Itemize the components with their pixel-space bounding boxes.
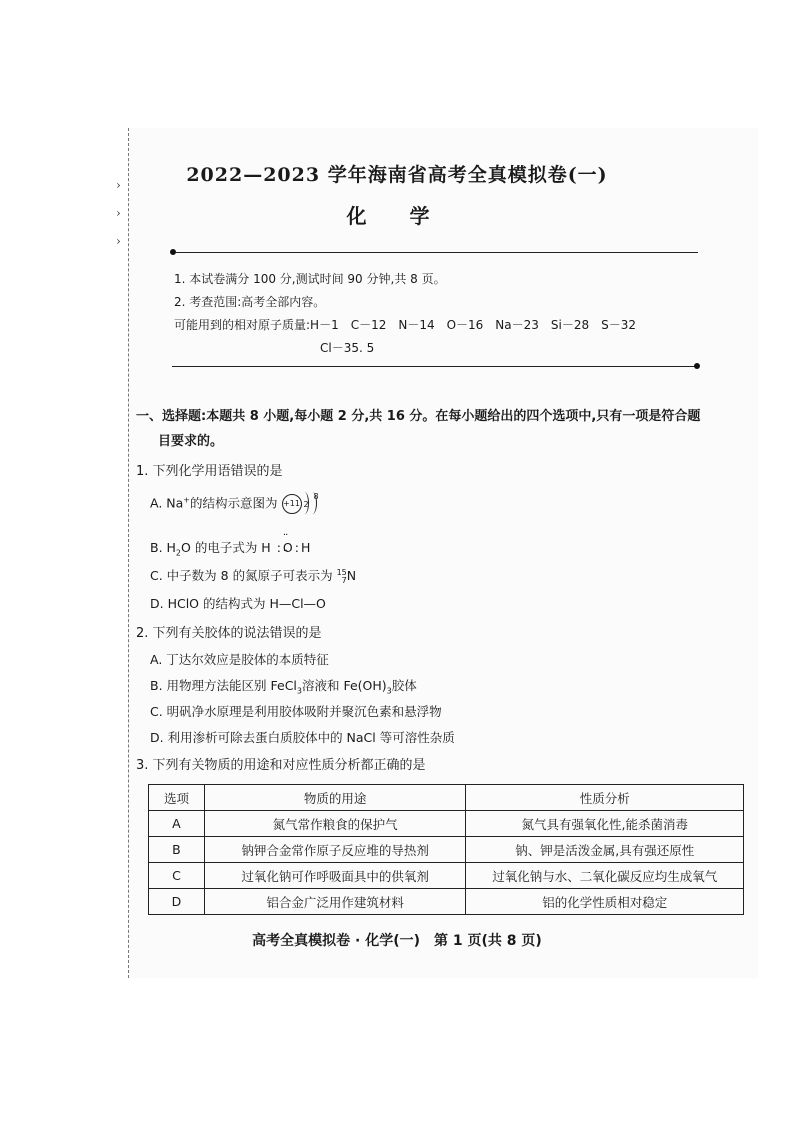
question-3-table [148,784,744,915]
table-cell: A [149,811,205,837]
section-heading-line1: 一、选择题:本题共 8 小题,每小题 2 分,共 16 分。在每小题给出的四个选项中,只有一项是符合题 [136,409,701,424]
question-3-stem: 3. 下列有关物质的用途和对应性质分析都正确的是 [136,758,426,773]
shell-electron-count: 2 [303,500,309,509]
binding-mark: › [116,178,121,192]
nuclide-notation: 15 7 [336,567,347,585]
rule-dot [694,363,700,369]
table-cell: 过氧化钠与水、二氧化碳反应均生成氧气 [466,863,744,889]
note-scope: 2. 考查范围:高考全部内容。 [174,295,326,309]
table-cell: 钠、钾是活泼金属,具有强还原性 [466,837,744,863]
shell-electron-count: 8 [313,492,319,501]
table-row [149,889,744,915]
top-rule [172,252,698,253]
page-footer: 高考全真模拟卷 · 化学(一) 第 1 页(共 8 页) [252,933,542,949]
binding-mark: › [116,206,121,220]
table-cell: D [149,889,205,915]
question-1-option-b: B. $H_2O$ 的电子式为 H :·· O ·· : H [150,538,310,558]
question-2-option-b: B. 用物理方法能区别 FeCl$_3$溶液和 $Fe(OH)_3$胶体 [150,678,417,696]
question-1-option-c: C. 中子数为 8 的氮原子可表示为 15 7N [150,567,357,585]
section-heading [136,404,746,454]
question-2-option-d: D. 利用渗析可除去蛋白质胶体中的 NaCl 等可溶性杂质 [150,730,455,745]
table-header: 选项 [149,785,205,811]
table-cell: 铝合金广泛用作建筑材料 [204,889,466,915]
table-cell: 铝的化学性质相对稳定 [466,889,744,915]
bottom-rule [172,366,698,367]
exam-subject: 化 学 [346,204,448,228]
table-cell: 钠钾合金常作原子反应堆的导热剂 [204,837,466,863]
table-header: 物质的用途 [204,785,466,811]
question-2-option-a: A. 丁达尔效应是胶体的本质特征 [150,652,329,667]
table-cell: 氮气常作粮食的保护气 [204,811,466,837]
binding-line [128,128,129,978]
table-row [149,837,744,863]
table-header-row [149,785,744,811]
note-atomic-mass: 可能用到的相对原子质量:H－1 C－12 N－14 O－16 Na－23 Si－28 S－32 [174,318,637,332]
question-1-option-d: D. HClO 的结构式为 H—Cl—O [150,596,326,611]
note-atomic-mass-cont: Cl－35. 5 [320,341,375,355]
note-score: 1. 本试卷满分 100 分,测试时间 90 分钟,共 8 页。 [174,272,446,286]
exam-title: 2022—2023 学年海南省高考全真模拟卷(一) [186,164,608,186]
question-1-stem: 1. 下列化学用语错误的是 [136,464,283,479]
table-cell: B [149,837,205,863]
rule-dot [170,249,176,255]
table-cell: 过氧化钠可作呼吸面具中的供氧剂 [204,863,466,889]
table-header: 性质分析 [466,785,744,811]
table-row [149,863,744,889]
electron-dots-oxygen: ·· O ·· [283,540,293,555]
question-2-stem: 2. 下列有关胶体的说法错误的是 [136,626,322,641]
question-2-option-c: C. 明矾净水原理是利用胶体吸附并聚沉色素和悬浮物 [150,704,442,719]
atom-structure-diagram [282,492,322,516]
atom-nucleus: +11 [282,494,302,514]
table-cell: C [149,863,205,889]
section-heading-line2: 目要求的。 [158,434,224,449]
table-row [149,811,744,837]
table-cell: 氮气具有强氧化性,能杀菌消毒 [466,811,744,837]
question-1-option-a: A. Na+的结构示意图为 +11 2 8 [150,492,322,516]
binding-mark: › [116,234,121,248]
